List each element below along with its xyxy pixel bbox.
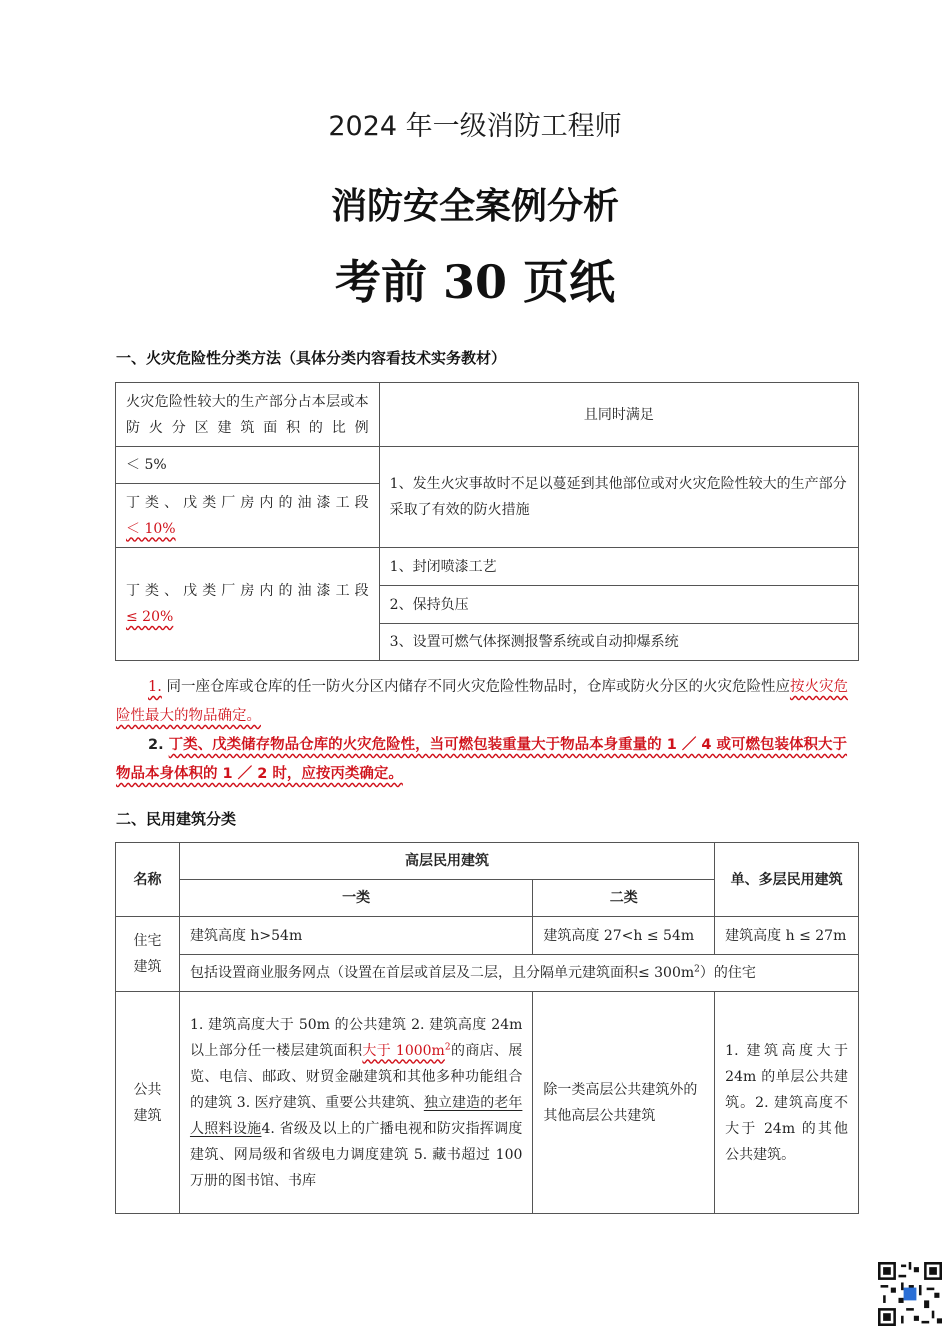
condition-cell-b1: 1、封闭喷漆工艺: [379, 548, 858, 586]
public-class-1-elderly: 独立建造的老年人照料设施: [189, 1094, 523, 1137]
residential-class-2: 建筑高度 27<h ≤ 54m: [533, 917, 715, 955]
note-1: [116, 673, 860, 731]
document-title: 消防安全案例分析: [330, 186, 619, 227]
header-name: 名称: [116, 843, 180, 917]
header-low-rise: 单、多层民用建筑: [715, 843, 859, 917]
header-high-rise: 高层民用建筑: [179, 843, 714, 880]
public-class-1: [179, 992, 532, 1214]
section1-heading: 一、火灾危险性分类方法（具体分类内容看技术实务教材）: [116, 349, 507, 367]
note-1-emphasis: 按火灾危险性最大的物品确定。: [116, 679, 848, 724]
residential-note-end: ）的住宅: [699, 965, 756, 981]
public-class-1-area: 大于 1000m: [362, 1042, 445, 1059]
condition-cell-b2: 2、保持负压: [379, 586, 858, 624]
ratio-cell-paint-20: [116, 548, 380, 661]
public-class-1-sup: 2: [444, 1041, 451, 1052]
ratio-value-10: ＜ 10%: [126, 520, 176, 537]
ratio-value-20: ≤ 20%: [126, 609, 174, 625]
header-class-1: 一类: [179, 880, 532, 917]
residential-low-rise: 建筑高度 h ≤ 27m: [715, 917, 859, 955]
paint-section-label-2: 丁类、戊类厂房内的油漆工段: [126, 583, 369, 599]
header-class-2: 二类: [533, 880, 715, 917]
public-class-1-text-a: 1. 建筑高度大于 50m 的公共建筑 2. 建筑高度 24m 以上部分任一楼层建筑面积: [189, 1016, 523, 1059]
civil-building-table: [115, 842, 859, 1214]
residential-note-text: 包括设置商业服务网点（设置在首层或首层及二层，且分隔单元建筑面积≤ 300m: [189, 965, 695, 981]
residential-label: 住宅建筑: [116, 917, 180, 992]
document-main-title: 考前 30 页纸: [334, 255, 616, 309]
condition-cell-a: 1、发生火灾事故时不足以蔓延到其他部位或对火灾危险性较大的生产部分采取了有效的防火措施: [379, 447, 858, 548]
note-2-number: 2.: [148, 737, 164, 753]
document-subtitle: 2024 年一级消防工程师: [328, 111, 622, 142]
note-2: [116, 731, 860, 789]
residential-class-1: 建筑高度 h>54m: [179, 917, 532, 955]
col-header-conditions: 且同时满足: [379, 383, 858, 447]
notes-block: [116, 673, 860, 789]
residential-note: [179, 955, 858, 992]
condition-cell-b3: 3、设置可燃气体探测报警系统或自动抑爆系统: [379, 624, 858, 661]
residential-note-sup: 2: [694, 964, 700, 975]
qr-code-icon: [878, 1262, 942, 1326]
fire-hazard-table: [115, 382, 859, 661]
ratio-cell-paint-10: [116, 484, 380, 548]
public-label: 公共建筑: [116, 992, 180, 1214]
col-header-ratio: 火灾危险性较大的生产部分占本层或本防火分区建筑面积的比例: [116, 383, 380, 447]
paint-section-label: 丁类、戊类厂房内的油漆工段: [126, 494, 369, 511]
public-class-1-text-c: 4. 省级及以上的广播电视和防灾指挥调度建筑、网局级和省级电力调度建筑 5. 藏书超过 100 万册的图书馆、书库: [189, 1120, 523, 1189]
public-low-rise: 1. 建筑高度大于 24m 的单层公共建筑。2. 建筑高度不大于 24m 的其他公共建筑。: [715, 992, 859, 1214]
note-1-number: 1.: [148, 679, 162, 695]
ratio-cell-general: ＜ 5%: [116, 447, 380, 484]
public-class-2: 除一类高层公共建筑外的其他高层公共建筑: [533, 992, 715, 1214]
section2-heading: 二、民用建筑分类: [116, 810, 237, 828]
note-2-emphasis: 丁类、戊类储存物品仓库的火灾危险性，当可燃包装重量大于物品本身重量的 1 ／ 4 或可燃包装体积大于物品本身体积的 1 ／ 2 时，应按丙类确定。: [116, 737, 848, 782]
public-class-1-text-b: 的商店、展览、电信、邮政、财贸金融建筑和其他多种功能组合的建筑 3. 医疗建筑、重要公共建筑、: [189, 1042, 523, 1111]
note-1-text: 同一座仓库或仓库的任一防火分区内储存不同火灾危险性物品时，仓库或防火分区的火灾危险性应: [166, 679, 790, 695]
